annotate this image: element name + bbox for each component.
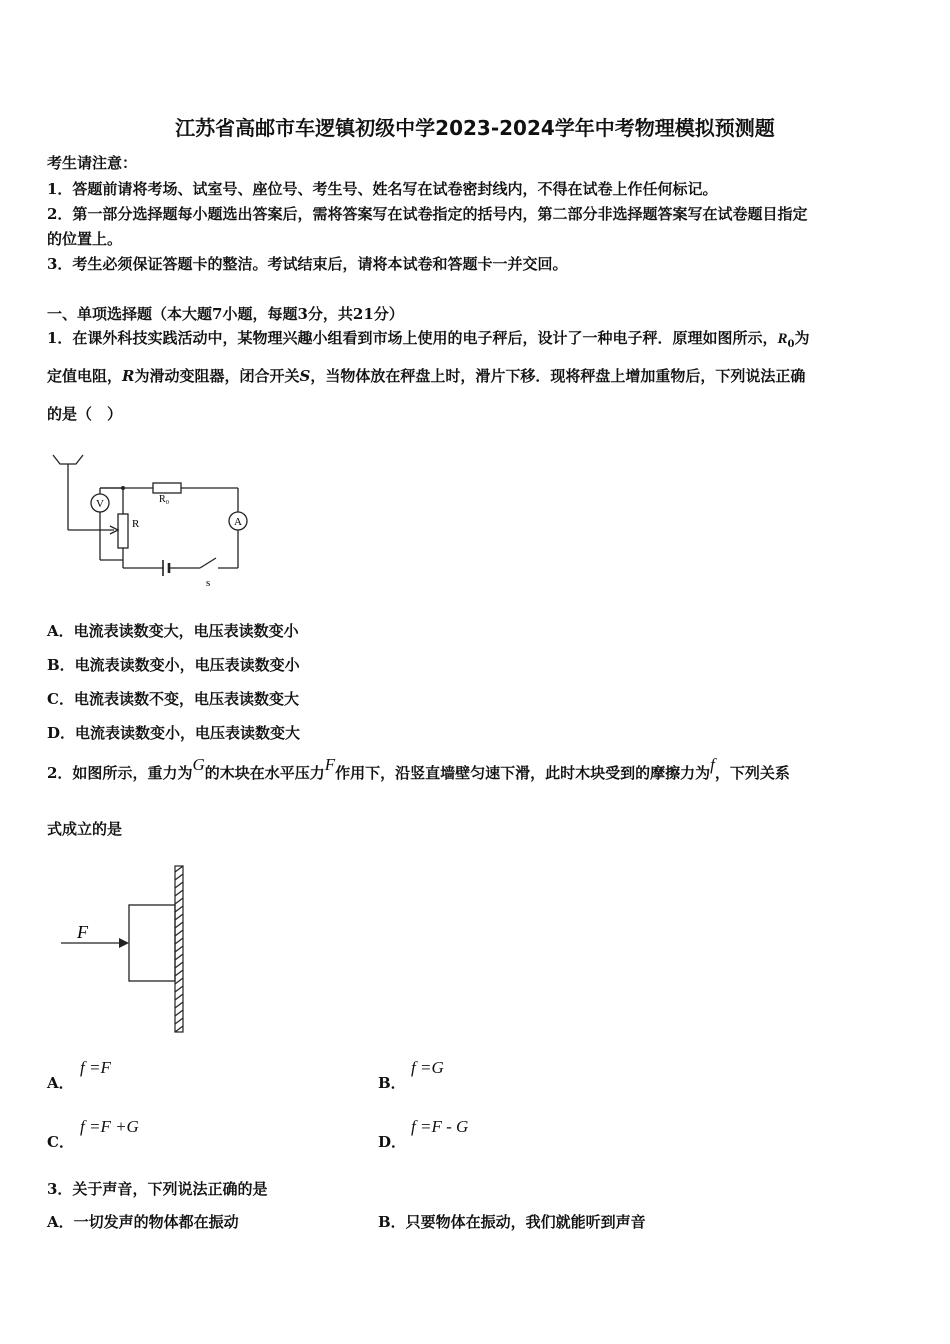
q1-option-b: B．电流表读数变小，电压表读数变小 — [47, 656, 300, 674]
q2-option-c-label: C． — [47, 1133, 74, 1151]
question-1-line-1: 1．在课外科技实践活动中，某物理兴趣小组看到市场上使用的电子秤后，设计了一种电子秤．原理如图所示，$R_0$为 — [47, 329, 810, 350]
notice-item: 2．第一部分选择题每小题选出答案后，需将答案写在试卷指定的括号内，第二部分非选择题答案写在试卷题目指定 — [47, 205, 808, 223]
notice-heading: 考生请注意： — [47, 154, 138, 172]
q2-option-c-formula: f =F +G — [80, 1117, 139, 1136]
q2-option-a-label: A． — [47, 1074, 74, 1092]
force-arrow — [119, 938, 129, 948]
q2-option-d-formula: f =F - G — [411, 1117, 469, 1136]
voltmeter-label: V — [96, 498, 104, 510]
q3-option-a: A．一切发声的物体都在振动 — [47, 1213, 239, 1231]
r0-label: R₀ — [159, 494, 170, 505]
section-heading: 一、单项选择题（本大题7小题，每题3分，共21分） — [47, 305, 404, 323]
wood-block — [129, 905, 175, 981]
r-label: R — [132, 518, 140, 530]
q3-option-b: B．只要物体在振动，我们就能听到声音 — [378, 1213, 646, 1231]
notice-item: 1．答题前请将考场、试室号、座位号、考生号、姓名写在试卷密封线内，不得在试卷上作任何标记。 — [47, 180, 718, 198]
q2-option-a-formula: f =F — [80, 1058, 111, 1077]
q2-option-d-label: D． — [378, 1133, 407, 1151]
question-2-line-2: 式成立的是 — [47, 820, 123, 838]
q2-option-b-label: B． — [378, 1074, 406, 1092]
q2-option-b-formula: f =G — [411, 1058, 444, 1077]
scale-pan — [53, 455, 83, 464]
resistor-r0 — [153, 483, 181, 493]
question-2-line-1: 2．如图所示，重力为G的木块在水平压力F作用下，沿竖直墙壁匀速下滑，此时木块受到的摩擦力为f，下列关系 — [47, 755, 790, 782]
q1-option-a: A．电流表读数变大，电压表读数变小 — [47, 622, 299, 640]
q1-option-c: C．电流表读数不变，电压表读数变大 — [47, 690, 299, 708]
q1-option-d: D．电流表读数变小，电压表读数变大 — [47, 724, 301, 742]
notice-item: 的位置上。 — [47, 230, 123, 248]
switch — [200, 558, 216, 568]
question-1-line-3: 的是（ ） — [47, 405, 123, 423]
force-label: F — [77, 922, 88, 942]
switch-label: s — [206, 577, 211, 589]
page-title: 江苏省高邮市车逻镇初级中学2023-2024学年中考物理模拟预测题 — [175, 116, 775, 140]
question-3-stem: 3．关于声音，下列说法正确的是 — [47, 1180, 268, 1198]
question-1-line-2: 定值电阻，R为滑动变阻器，闭合开关S，当物体放在秤盘上时，滑片下移．现将秤盘上增加重物后，下列说法正确 — [47, 367, 806, 385]
ammeter-label: A — [234, 516, 242, 528]
rheostat-r — [118, 514, 128, 548]
notice-item: 3．考生必须保证答题卡的整洁。考试结束后，请将本试卷和答题卡一并交回。 — [47, 255, 568, 273]
circuit-diagram — [48, 450, 258, 595]
block-wall-diagram — [55, 862, 190, 1037]
